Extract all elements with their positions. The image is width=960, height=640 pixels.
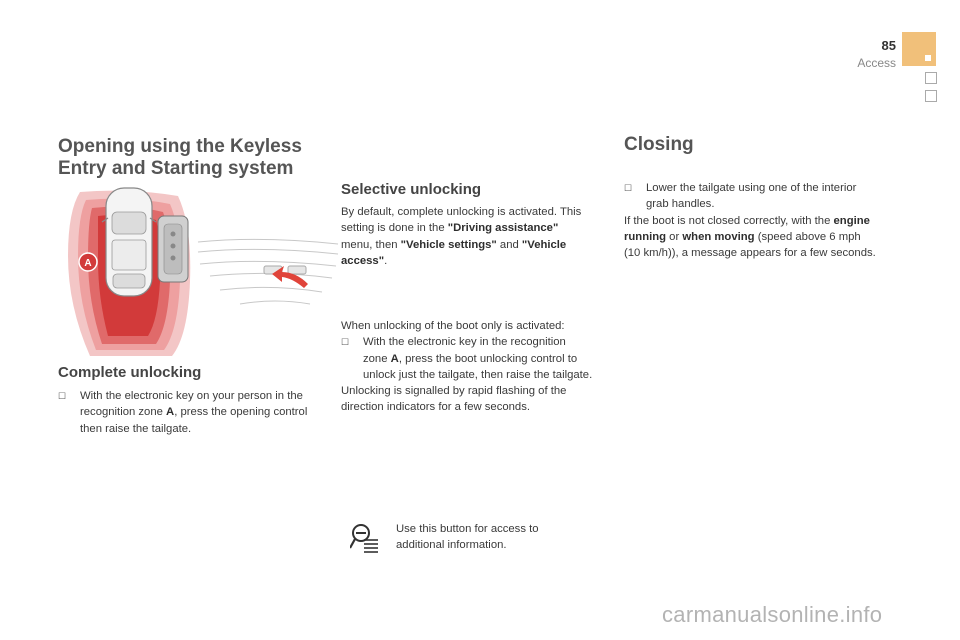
closing-text <box>624 180 880 261</box>
zone-label-a <box>79 253 97 271</box>
zone-label-a-text: A <box>84 258 92 269</box>
bullet-text-post: , press the opening control then raise the tailgate. <box>80 406 308 435</box>
electronic-key-graphic <box>158 216 188 282</box>
closing-section <box>624 134 874 156</box>
text-run: , press the boot unlocking control to unlock just the tailgate, then raise the tailgate. <box>363 352 593 381</box>
section-tab[interactable] <box>925 72 937 84</box>
info-note <box>396 521 572 554</box>
boot-only-bullet <box>341 334 593 383</box>
tab-dot <box>925 55 931 61</box>
section-tab[interactable] <box>925 90 937 102</box>
text-run: (speed above 6 mph (10 km/h)), a message appears for a few seconds. <box>624 230 876 260</box>
text-run: . <box>384 254 388 267</box>
text-run: menu, then <box>341 238 401 251</box>
text-run: or <box>666 230 683 243</box>
text-run: Lower the tailgate using one of the interior grab handles. <box>646 182 857 211</box>
menu-vehicle-access: "Vehicle access" <box>341 238 567 267</box>
keyless-zone-figure <box>60 186 342 362</box>
boot-only-intro: When unlocking of the boot only is activated: <box>341 320 565 332</box>
closing-warning-paragraph <box>624 213 880 262</box>
engine-running-emphasis: engine running <box>624 214 870 243</box>
info-note-text: Use this button for access to additional information. <box>396 523 539 552</box>
text-run: If the boot is not closed correctly, with the <box>624 214 834 227</box>
text-run: With the electronic key in the recognition zone <box>363 336 566 365</box>
zone-ref: A <box>390 352 399 365</box>
text-run: By default, complete unlocking is activated. This setting is done in the <box>341 206 582 235</box>
menu-driving-assistance: "Driving assistance" <box>447 222 559 235</box>
section-tab-active[interactable] <box>902 32 936 66</box>
selective-intro-paragraph <box>341 204 591 269</box>
car-top-view <box>102 188 156 296</box>
closing-bullet <box>624 180 880 213</box>
checkbox-bullet-icon: ☐ <box>341 337 350 348</box>
tailgate-detail-graphic <box>198 239 338 304</box>
checkbox-bullet-icon: ☐ <box>58 391 67 401</box>
when-moving-emphasis: when moving <box>682 230 755 243</box>
section-name: Access <box>857 56 896 70</box>
boot-only-paragraph <box>341 318 593 416</box>
watermark: carmanualsonline.info <box>662 602 883 627</box>
signalling-paragraph: Unlocking is signalled by rapid flashing of the direction indicators for a few seconds. <box>341 385 567 414</box>
complete-unlocking-bullet <box>58 388 322 437</box>
checkbox-bullet-icon: ☐ <box>624 183 633 193</box>
text-run: and <box>496 238 522 251</box>
main-title <box>58 136 338 180</box>
menu-vehicle-settings: "Vehicle settings" <box>400 238 497 251</box>
zone-ref: A <box>166 406 175 419</box>
main-title-line1: Opening using the Keyless <box>58 136 302 157</box>
bullet-text-pre: With the electronic key on your person in the recognition zone <box>80 390 303 419</box>
main-title-line2: Entry and Starting system <box>58 158 294 179</box>
selective-unlocking-section <box>341 181 591 198</box>
selective-unlocking-heading: Selective unlocking <box>341 181 482 198</box>
page-number: 85 <box>881 38 896 53</box>
complete-unlocking-heading: Complete unlocking <box>58 364 202 381</box>
closing-heading: Closing <box>624 134 694 155</box>
complete-unlocking-section <box>58 364 328 381</box>
info-book-icon <box>350 522 380 554</box>
